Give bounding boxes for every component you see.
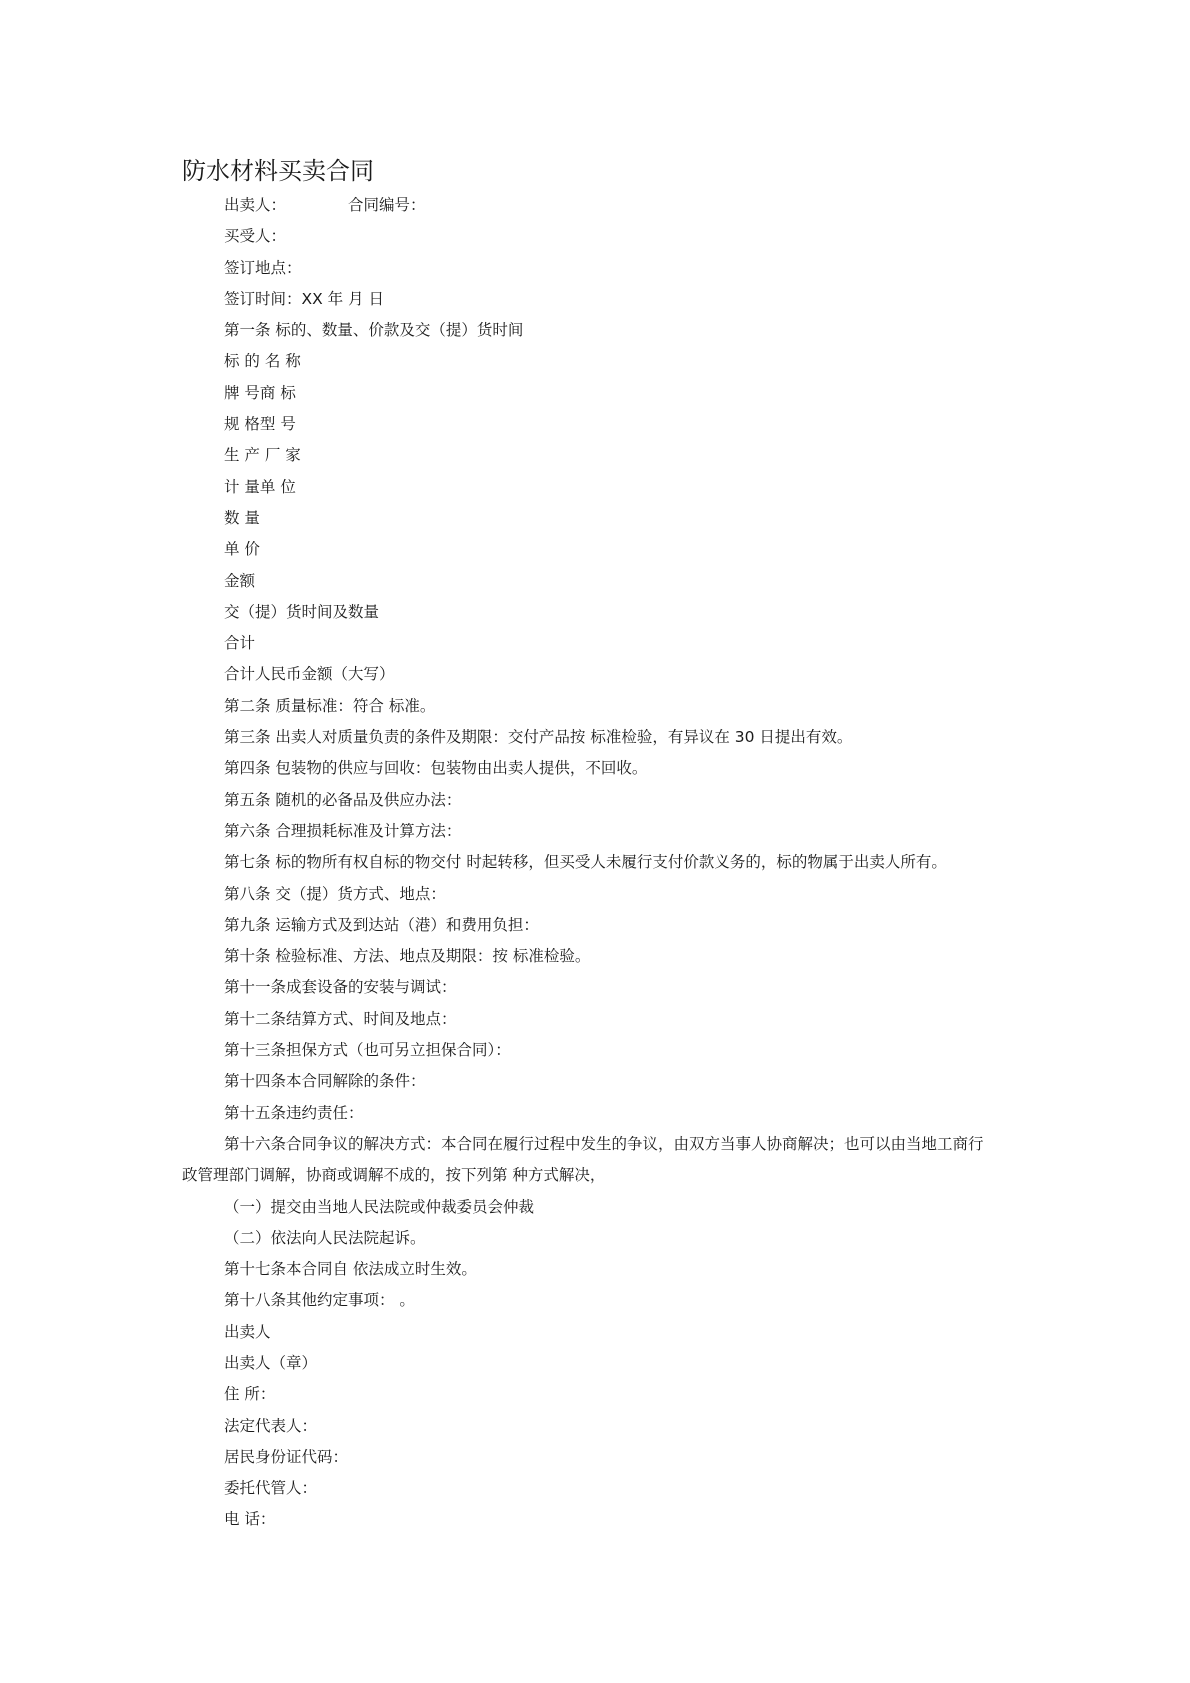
header-line (182, 190, 1022, 221)
text-line: 牌 号商 标 (224, 383, 296, 402)
text-line: 数 量 (224, 508, 260, 527)
text-line: 第六条 合理损耗标准及计算方法： (224, 821, 462, 840)
text-line: 生 产 厂 家 (224, 446, 301, 465)
text-line: 第一条 标的、数量、价款及交（提）货时间 (224, 321, 524, 340)
text-line: 第十二条结算方式、时间及地点： (224, 1009, 457, 1028)
text-line: 第五条 随机的必备品及供应办法： (224, 790, 462, 809)
text-line: 住 所： (224, 1385, 276, 1404)
text-line: 第三条 出卖人对质量负责的条件及期限：交付产品按 标准检验，有异议在 30 日提出有效。 (224, 728, 853, 747)
text-line: 合计 (224, 634, 256, 653)
text-line: 第十条 检验标准、方法、地点及期限：按 标准检验。 (224, 947, 591, 966)
text-line: 交（提）货时间及数量 (224, 602, 380, 621)
text-line: 第二条 质量标准：符合 标准。 (224, 696, 436, 715)
text-line-continuation: 政管理部门调解，协商或调解不成的，按下列第 种方式解决， (182, 1166, 606, 1185)
text-line: 第十八条其他约定事项： 。 (224, 1291, 415, 1310)
text-line: 第十四条本合同解除的条件： (224, 1072, 426, 1091)
text-line: 签订时间：XX 年 月 日 (224, 289, 385, 308)
seller-label: 出卖人： (224, 196, 287, 214)
text-line: （二）依法向人民法院起诉。 (224, 1228, 426, 1247)
text-line: 第十三条担保方式（也可另立担保合同）： (224, 1041, 511, 1060)
document-body (182, 190, 1022, 1536)
text-line: 委托代管人： (224, 1479, 318, 1498)
text-line: 第十六条合同争议的解决方式：本合同在履行过程中发生的争议，由双方当事人协商解决；也可以由当地工商行 (224, 1134, 984, 1153)
document-title: 防水材料买卖合同 (182, 157, 374, 185)
text-line: 法定代表人： (224, 1416, 318, 1435)
text-line: 电 话： (224, 1510, 276, 1529)
contract-number-label: 合同编号： (348, 196, 426, 214)
text-line: 第十七条本合同自 依法成立时生效。 (224, 1260, 477, 1279)
text-line: 单 价 (224, 540, 260, 559)
text-line: 第四条 包装物的供应与回收：包装物由出卖人提供，不回收。 (224, 759, 648, 778)
text-line: 计 量单 位 (224, 477, 296, 496)
text-line: 合计人民币金额（大写） (224, 665, 395, 684)
text-line: （一）提交由当地人民法院或仲裁委员会仲裁 (224, 1197, 535, 1216)
text-line: 规 格型 号 (224, 415, 296, 434)
text-line: 第八条 交（提）货方式、地点： (224, 884, 446, 903)
text-line: 第十五条违约责任： (224, 1103, 364, 1122)
text-line: 出卖人（章） (224, 1353, 318, 1372)
text-line: 第七条 标的物所有权自标的物交付 时起转移，但买受人未履行支付价款义务的，标的物属于出卖人所有。 (224, 853, 947, 872)
text-line: 第十一条成套设备的安装与调试： (224, 978, 457, 997)
text-line: 出卖人 (224, 1322, 271, 1341)
text-line: 买受人： (224, 227, 287, 246)
text-line: 标 的 名 称 (224, 352, 301, 371)
text-line: 第九条 运输方式及到达站（港）和费用负担： (224, 915, 539, 934)
text-line: 居民身份证代码： (224, 1447, 349, 1466)
text-line: 金额 (224, 571, 256, 590)
text-line: 签订地点： (224, 258, 302, 277)
